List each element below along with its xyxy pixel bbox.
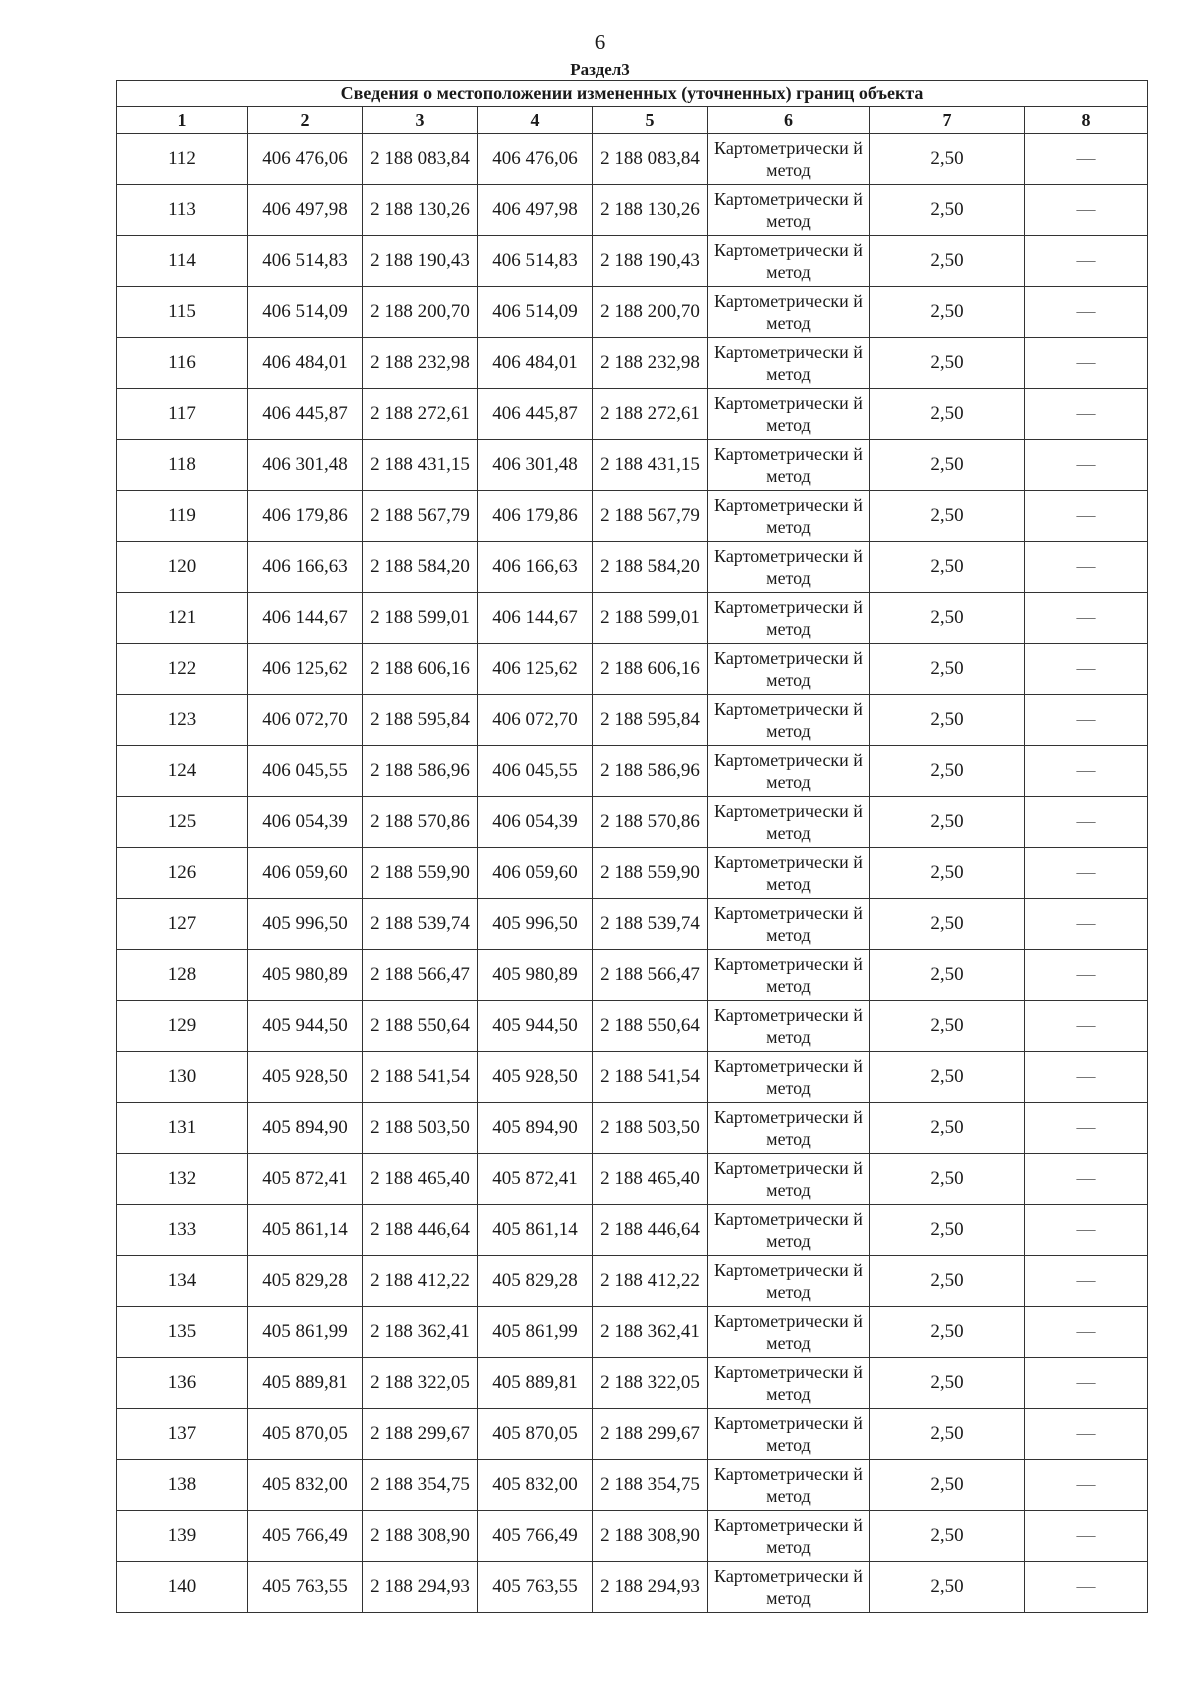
table-row [117, 236, 1148, 287]
y-coordinate-cell: 2 188 539,74 [593, 899, 708, 950]
table-row [117, 134, 1148, 185]
table-row [117, 593, 1148, 644]
note-cell: — [1025, 746, 1148, 797]
y-coordinate-cell: 2 188 567,79 [593, 491, 708, 542]
accuracy-cell: 2,50 [870, 236, 1025, 287]
y-coordinate-cell: 2 188 595,84 [363, 695, 478, 746]
y-coordinate-cell: 2 188 570,86 [593, 797, 708, 848]
accuracy-cell: 2,50 [870, 1052, 1025, 1103]
note-cell: — [1025, 950, 1148, 1001]
x-coordinate-cell: 406 045,55 [478, 746, 593, 797]
point-number-cell: 118 [117, 440, 248, 491]
note-cell: — [1025, 491, 1148, 542]
x-coordinate-cell: 406 514,09 [478, 287, 593, 338]
y-coordinate-cell: 2 188 465,40 [593, 1154, 708, 1205]
y-coordinate-cell: 2 188 294,93 [363, 1562, 478, 1613]
note-cell: — [1025, 1103, 1148, 1154]
y-coordinate-cell: 2 188 431,15 [593, 440, 708, 491]
accuracy-cell: 2,50 [870, 848, 1025, 899]
point-number-cell: 132 [117, 1154, 248, 1205]
y-coordinate-cell: 2 188 606,16 [593, 644, 708, 695]
x-coordinate-cell: 405 763,55 [478, 1562, 593, 1613]
y-coordinate-cell: 2 188 299,67 [363, 1409, 478, 1460]
accuracy-cell: 2,50 [870, 1562, 1025, 1613]
method-cell: Картометрически й метод [708, 593, 870, 644]
point-number-cell: 131 [117, 1103, 248, 1154]
x-coordinate-cell: 406 054,39 [248, 797, 363, 848]
column-header: 3 [363, 107, 478, 134]
accuracy-cell: 2,50 [870, 644, 1025, 695]
table-caption: Сведения о местоположении измененных (уточненных) границ объекта [117, 81, 1148, 107]
x-coordinate-cell: 406 125,62 [478, 644, 593, 695]
method-cell: Картометрически й метод [708, 236, 870, 287]
y-coordinate-cell: 2 188 232,98 [363, 338, 478, 389]
point-number-cell: 128 [117, 950, 248, 1001]
point-number-cell: 112 [117, 134, 248, 185]
accuracy-cell: 2,50 [870, 950, 1025, 1001]
x-coordinate-cell: 405 889,81 [478, 1358, 593, 1409]
y-coordinate-cell: 2 188 606,16 [363, 644, 478, 695]
accuracy-cell: 2,50 [870, 1460, 1025, 1511]
table-row [117, 746, 1148, 797]
method-cell: Картометрически й метод [708, 542, 870, 593]
point-number-cell: 135 [117, 1307, 248, 1358]
note-cell: — [1025, 848, 1148, 899]
x-coordinate-cell: 406 144,67 [248, 593, 363, 644]
x-coordinate-cell: 405 763,55 [248, 1562, 363, 1613]
y-coordinate-cell: 2 188 130,26 [363, 185, 478, 236]
x-coordinate-cell: 405 829,28 [248, 1256, 363, 1307]
table-body [117, 134, 1148, 1613]
accuracy-cell: 2,50 [870, 593, 1025, 644]
x-coordinate-cell: 406 045,55 [248, 746, 363, 797]
x-coordinate-cell: 406 497,98 [248, 185, 363, 236]
y-coordinate-cell: 2 188 599,01 [363, 593, 478, 644]
column-header: 2 [248, 107, 363, 134]
y-coordinate-cell: 2 188 232,98 [593, 338, 708, 389]
x-coordinate-cell: 406 514,83 [248, 236, 363, 287]
note-cell: — [1025, 287, 1148, 338]
x-coordinate-cell: 406 144,67 [478, 593, 593, 644]
table-row [117, 338, 1148, 389]
note-cell: — [1025, 593, 1148, 644]
point-number-cell: 138 [117, 1460, 248, 1511]
y-coordinate-cell: 2 188 503,50 [593, 1103, 708, 1154]
method-cell: Картометрически й метод [708, 1205, 870, 1256]
table-row [117, 797, 1148, 848]
x-coordinate-cell: 406 514,09 [248, 287, 363, 338]
point-number-cell: 117 [117, 389, 248, 440]
y-coordinate-cell: 2 188 354,75 [363, 1460, 478, 1511]
x-coordinate-cell: 406 166,63 [478, 542, 593, 593]
x-coordinate-cell: 405 928,50 [248, 1052, 363, 1103]
column-header: 7 [870, 107, 1025, 134]
note-cell: — [1025, 1154, 1148, 1205]
note-cell: — [1025, 185, 1148, 236]
y-coordinate-cell: 2 188 412,22 [593, 1256, 708, 1307]
y-coordinate-cell: 2 188 550,64 [363, 1001, 478, 1052]
x-coordinate-cell: 405 861,14 [248, 1205, 363, 1256]
accuracy-cell: 2,50 [870, 695, 1025, 746]
point-number-cell: 116 [117, 338, 248, 389]
x-coordinate-cell: 405 944,50 [248, 1001, 363, 1052]
note-cell: — [1025, 695, 1148, 746]
y-coordinate-cell: 2 188 083,84 [593, 134, 708, 185]
method-cell: Картометрически й метод [708, 1460, 870, 1511]
y-coordinate-cell: 2 188 431,15 [363, 440, 478, 491]
x-coordinate-cell: 405 872,41 [248, 1154, 363, 1205]
table-row [117, 491, 1148, 542]
note-cell: — [1025, 899, 1148, 950]
x-coordinate-cell: 405 870,05 [478, 1409, 593, 1460]
accuracy-cell: 2,50 [870, 899, 1025, 950]
accuracy-cell: 2,50 [870, 491, 1025, 542]
x-coordinate-cell: 406 445,87 [248, 389, 363, 440]
y-coordinate-cell: 2 188 299,67 [593, 1409, 708, 1460]
x-coordinate-cell: 405 861,99 [478, 1307, 593, 1358]
point-number-cell: 139 [117, 1511, 248, 1562]
y-coordinate-cell: 2 188 362,41 [593, 1307, 708, 1358]
accuracy-cell: 2,50 [870, 185, 1025, 236]
y-coordinate-cell: 2 188 272,61 [363, 389, 478, 440]
accuracy-cell: 2,50 [870, 542, 1025, 593]
x-coordinate-cell: 406 484,01 [478, 338, 593, 389]
note-cell: — [1025, 644, 1148, 695]
x-coordinate-cell: 405 861,99 [248, 1307, 363, 1358]
y-coordinate-cell: 2 188 446,64 [593, 1205, 708, 1256]
y-coordinate-cell: 2 188 586,96 [363, 746, 478, 797]
method-cell: Картометрически й метод [708, 1511, 870, 1562]
x-coordinate-cell: 406 445,87 [478, 389, 593, 440]
table-row [117, 1205, 1148, 1256]
x-coordinate-cell: 406 179,86 [478, 491, 593, 542]
table-row [117, 1460, 1148, 1511]
accuracy-cell: 2,50 [870, 134, 1025, 185]
section-title: Раздел3 [570, 60, 630, 79]
note-cell: — [1025, 797, 1148, 848]
x-coordinate-cell: 406 476,06 [478, 134, 593, 185]
point-number-cell: 140 [117, 1562, 248, 1613]
point-number-cell: 129 [117, 1001, 248, 1052]
accuracy-cell: 2,50 [870, 1511, 1025, 1562]
method-cell: Картометрически й метод [708, 1001, 870, 1052]
x-coordinate-cell: 405 944,50 [478, 1001, 593, 1052]
table-row [117, 1001, 1148, 1052]
y-coordinate-cell: 2 188 559,90 [593, 848, 708, 899]
method-cell: Картометрически й метод [708, 899, 870, 950]
y-coordinate-cell: 2 188 599,01 [593, 593, 708, 644]
note-cell: — [1025, 1460, 1148, 1511]
point-number-cell: 120 [117, 542, 248, 593]
point-number-cell: 124 [117, 746, 248, 797]
method-cell: Картометрически й метод [708, 389, 870, 440]
y-coordinate-cell: 2 188 322,05 [593, 1358, 708, 1409]
table-caption-row [117, 81, 1148, 107]
table-row [117, 950, 1148, 1001]
point-number-cell: 136 [117, 1358, 248, 1409]
y-coordinate-cell: 2 188 503,50 [363, 1103, 478, 1154]
x-coordinate-cell: 405 996,50 [478, 899, 593, 950]
table-row [117, 185, 1148, 236]
x-coordinate-cell: 406 301,48 [248, 440, 363, 491]
method-cell: Картометрически й метод [708, 440, 870, 491]
y-coordinate-cell: 2 188 190,43 [363, 236, 478, 287]
y-coordinate-cell: 2 188 595,84 [593, 695, 708, 746]
accuracy-cell: 2,50 [870, 1409, 1025, 1460]
x-coordinate-cell: 405 829,28 [478, 1256, 593, 1307]
accuracy-cell: 2,50 [870, 797, 1025, 848]
accuracy-cell: 2,50 [870, 389, 1025, 440]
table-row [117, 1154, 1148, 1205]
x-coordinate-cell: 405 766,49 [248, 1511, 363, 1562]
point-number-cell: 134 [117, 1256, 248, 1307]
x-coordinate-cell: 405 832,00 [248, 1460, 363, 1511]
method-cell: Картометрически й метод [708, 848, 870, 899]
method-cell: Картометрически й метод [708, 1103, 870, 1154]
y-coordinate-cell: 2 188 584,20 [363, 542, 478, 593]
method-cell: Картометрически й метод [708, 1562, 870, 1613]
y-coordinate-cell: 2 188 412,22 [363, 1256, 478, 1307]
x-coordinate-cell: 406 059,60 [478, 848, 593, 899]
y-coordinate-cell: 2 188 550,64 [593, 1001, 708, 1052]
note-cell: — [1025, 1307, 1148, 1358]
point-number-cell: 133 [117, 1205, 248, 1256]
y-coordinate-cell: 2 188 308,90 [363, 1511, 478, 1562]
y-coordinate-cell: 2 188 322,05 [363, 1358, 478, 1409]
y-coordinate-cell: 2 188 541,54 [593, 1052, 708, 1103]
accuracy-cell: 2,50 [870, 338, 1025, 389]
y-coordinate-cell: 2 188 200,70 [593, 287, 708, 338]
table-row [117, 1103, 1148, 1154]
y-coordinate-cell: 2 188 354,75 [593, 1460, 708, 1511]
note-cell: — [1025, 338, 1148, 389]
accuracy-cell: 2,50 [870, 746, 1025, 797]
point-number-cell: 122 [117, 644, 248, 695]
x-coordinate-cell: 406 125,62 [248, 644, 363, 695]
accuracy-cell: 2,50 [870, 1154, 1025, 1205]
x-coordinate-cell: 405 980,89 [478, 950, 593, 1001]
x-coordinate-cell: 406 072,70 [248, 695, 363, 746]
x-coordinate-cell: 405 928,50 [478, 1052, 593, 1103]
method-cell: Картометрически й метод [708, 746, 870, 797]
method-cell: Картометрически й метод [708, 1358, 870, 1409]
point-number-cell: 130 [117, 1052, 248, 1103]
y-coordinate-cell: 2 188 539,74 [363, 899, 478, 950]
method-cell: Картометрически й метод [708, 1409, 870, 1460]
y-coordinate-cell: 2 188 559,90 [363, 848, 478, 899]
method-cell: Картометрически й метод [708, 134, 870, 185]
x-coordinate-cell: 405 766,49 [478, 1511, 593, 1562]
table-row [117, 440, 1148, 491]
table-row [117, 1511, 1148, 1562]
point-number-cell: 114 [117, 236, 248, 287]
method-cell: Картометрически й метод [708, 338, 870, 389]
column-header: 6 [708, 107, 870, 134]
table-row [117, 1409, 1148, 1460]
x-coordinate-cell: 405 861,14 [478, 1205, 593, 1256]
point-number-cell: 113 [117, 185, 248, 236]
x-coordinate-cell: 405 832,00 [478, 1460, 593, 1511]
y-coordinate-cell: 2 188 586,96 [593, 746, 708, 797]
y-coordinate-cell: 2 188 446,64 [363, 1205, 478, 1256]
method-cell: Картометрически й метод [708, 185, 870, 236]
x-coordinate-cell: 405 894,90 [248, 1103, 363, 1154]
table-row [117, 848, 1148, 899]
table-row [117, 287, 1148, 338]
table-header-row [117, 107, 1148, 134]
accuracy-cell: 2,50 [870, 1103, 1025, 1154]
note-cell: — [1025, 542, 1148, 593]
table-row [117, 1358, 1148, 1409]
accuracy-cell: 2,50 [870, 1358, 1025, 1409]
x-coordinate-cell: 405 996,50 [248, 899, 363, 950]
accuracy-cell: 2,50 [870, 1205, 1025, 1256]
note-cell: — [1025, 1358, 1148, 1409]
note-cell: — [1025, 1562, 1148, 1613]
y-coordinate-cell: 2 188 465,40 [363, 1154, 478, 1205]
note-cell: — [1025, 1511, 1148, 1562]
note-cell: — [1025, 389, 1148, 440]
y-coordinate-cell: 2 188 584,20 [593, 542, 708, 593]
y-coordinate-cell: 2 188 566,47 [593, 950, 708, 1001]
note-cell: — [1025, 134, 1148, 185]
column-header: 8 [1025, 107, 1148, 134]
note-cell: — [1025, 1409, 1148, 1460]
x-coordinate-cell: 406 484,01 [248, 338, 363, 389]
x-coordinate-cell: 406 072,70 [478, 695, 593, 746]
accuracy-cell: 2,50 [870, 287, 1025, 338]
x-coordinate-cell: 405 889,81 [248, 1358, 363, 1409]
point-number-cell: 115 [117, 287, 248, 338]
method-cell: Картометрически й метод [708, 287, 870, 338]
point-number-cell: 121 [117, 593, 248, 644]
note-cell: — [1025, 440, 1148, 491]
method-cell: Картометрически й метод [708, 1307, 870, 1358]
y-coordinate-cell: 2 188 272,61 [593, 389, 708, 440]
y-coordinate-cell: 2 188 294,93 [593, 1562, 708, 1613]
table-row [117, 644, 1148, 695]
accuracy-cell: 2,50 [870, 1256, 1025, 1307]
x-coordinate-cell: 405 980,89 [248, 950, 363, 1001]
boundary-coordinates-table [116, 80, 1148, 1613]
method-cell: Картометрически й метод [708, 950, 870, 1001]
x-coordinate-cell: 406 054,39 [478, 797, 593, 848]
point-number-cell: 126 [117, 848, 248, 899]
x-coordinate-cell: 406 059,60 [248, 848, 363, 899]
point-number-cell: 119 [117, 491, 248, 542]
table-row [117, 1256, 1148, 1307]
y-coordinate-cell: 2 188 570,86 [363, 797, 478, 848]
column-header: 1 [117, 107, 248, 134]
x-coordinate-cell: 406 166,63 [248, 542, 363, 593]
y-coordinate-cell: 2 188 190,43 [593, 236, 708, 287]
accuracy-cell: 2,50 [870, 1001, 1025, 1052]
table-row [117, 695, 1148, 746]
y-coordinate-cell: 2 188 541,54 [363, 1052, 478, 1103]
method-cell: Картометрически й метод [708, 491, 870, 542]
method-cell: Картометрически й метод [708, 797, 870, 848]
note-cell: — [1025, 1001, 1148, 1052]
column-header: 5 [593, 107, 708, 134]
table-row [117, 899, 1148, 950]
table-row [117, 389, 1148, 440]
point-number-cell: 137 [117, 1409, 248, 1460]
table-row [117, 542, 1148, 593]
y-coordinate-cell: 2 188 566,47 [363, 950, 478, 1001]
x-coordinate-cell: 406 179,86 [248, 491, 363, 542]
table-row [117, 1307, 1148, 1358]
x-coordinate-cell: 405 894,90 [478, 1103, 593, 1154]
method-cell: Картометрически й метод [708, 695, 870, 746]
method-cell: Картометрически й метод [708, 1256, 870, 1307]
table-row [117, 1562, 1148, 1613]
accuracy-cell: 2,50 [870, 1307, 1025, 1358]
x-coordinate-cell: 406 497,98 [478, 185, 593, 236]
x-coordinate-cell: 406 476,06 [248, 134, 363, 185]
y-coordinate-cell: 2 188 362,41 [363, 1307, 478, 1358]
y-coordinate-cell: 2 188 083,84 [363, 134, 478, 185]
method-cell: Картометрически й метод [708, 1052, 870, 1103]
y-coordinate-cell: 2 188 567,79 [363, 491, 478, 542]
point-number-cell: 125 [117, 797, 248, 848]
table-row [117, 1052, 1148, 1103]
y-coordinate-cell: 2 188 130,26 [593, 185, 708, 236]
y-coordinate-cell: 2 188 200,70 [363, 287, 478, 338]
method-cell: Картометрически й метод [708, 1154, 870, 1205]
method-cell: Картометрически й метод [708, 644, 870, 695]
y-coordinate-cell: 2 188 308,90 [593, 1511, 708, 1562]
note-cell: — [1025, 1052, 1148, 1103]
note-cell: — [1025, 236, 1148, 287]
x-coordinate-cell: 405 872,41 [478, 1154, 593, 1205]
note-cell: — [1025, 1256, 1148, 1307]
column-header: 4 [478, 107, 593, 134]
point-number-cell: 127 [117, 899, 248, 950]
point-number-cell: 123 [117, 695, 248, 746]
x-coordinate-cell: 406 301,48 [478, 440, 593, 491]
page-number: 6 [594, 30, 606, 54]
accuracy-cell: 2,50 [870, 440, 1025, 491]
x-coordinate-cell: 405 870,05 [248, 1409, 363, 1460]
x-coordinate-cell: 406 514,83 [478, 236, 593, 287]
note-cell: — [1025, 1205, 1148, 1256]
